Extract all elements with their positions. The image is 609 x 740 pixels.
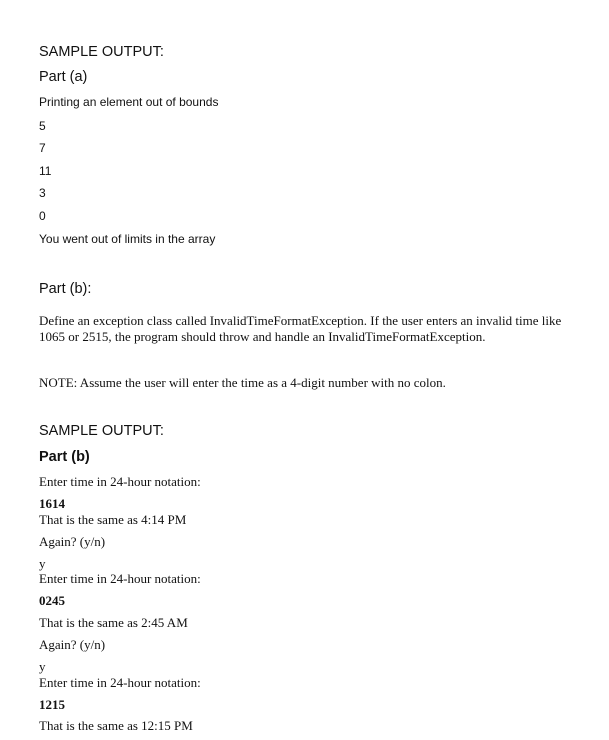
part-b-note: NOTE: Assume the user will enter the time as a 4-digit number with no colon. [39,375,446,390]
output-value: 3 [39,186,46,200]
again-answer: y [39,659,46,674]
time-input: 0245 [39,593,65,608]
output-value: 7 [39,141,46,155]
part-b-title: Part (b): [39,281,92,297]
time-prompt: Enter time in 24-hour notation: [39,474,201,489]
output-value: 11 [39,164,52,178]
time-result: That is the same as 12:15 PM [39,718,193,733]
part-b-sample-title: Part (b) [39,449,90,465]
again-answer: y [39,556,46,571]
sample-output-heading-a: SAMPLE OUTPUT: [39,44,164,60]
part-b-description: Define an exception class called InvalidTimeFormatException. If the user enters an invalid time like 1065 or 2515, the program should throw and handle an InvalidTimeFormatException. [39,313,562,344]
part-a-title: Part (a) [39,69,88,85]
output-value: 5 [39,119,46,133]
printing-line: Printing an element out of bounds [39,95,219,109]
time-prompt: Enter time in 24-hour notation: [39,571,201,586]
time-result: That is the same as 4:14 PM [39,512,187,527]
again-prompt: Again? (y/n) [39,534,106,549]
time-input: 1215 [39,697,65,712]
time-input: 1614 [39,496,65,511]
time-prompt: Enter time in 24-hour notation: [39,675,201,690]
again-prompt: Again? (y/n) [39,637,106,652]
limits-message: You went out of limits in the array [39,232,216,246]
time-result: That is the same as 2:45 AM [39,615,188,630]
output-value: 0 [39,209,46,223]
sample-output-heading-b: SAMPLE OUTPUT: [39,423,164,439]
